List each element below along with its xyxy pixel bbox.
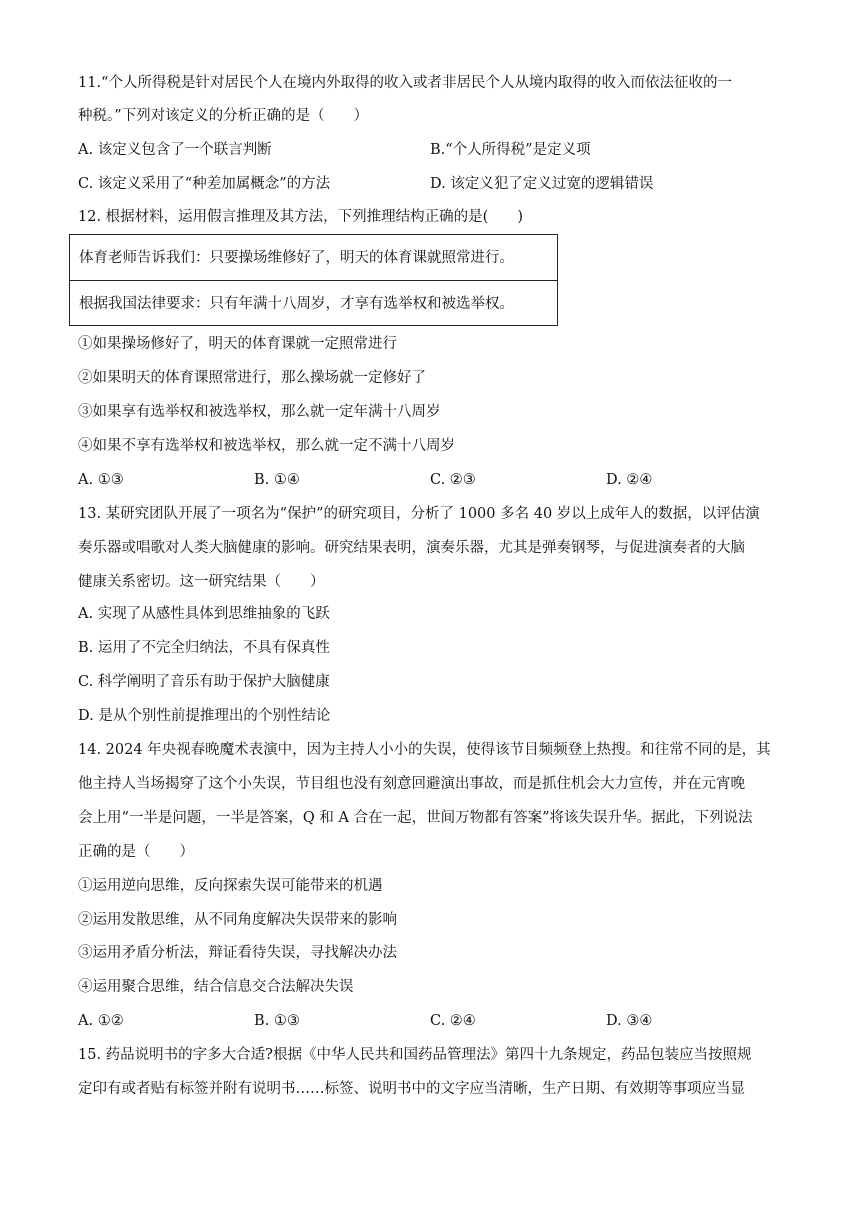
q11-option-c: C. 该定义采用了“种差加属概念”的方法 [78, 176, 331, 192]
q12-stem: 12. 根据材料，运用假言推理及其方法，下列推理结构正确的是( ) [78, 209, 523, 225]
q12-material-divider [70, 280, 557, 281]
q12-item-1: ①如果操场修好了，明天的体育课就一定照常进行 [78, 336, 397, 352]
q15-stem-line2: 定印有或者贴有标签并附有说明书……标签、说明书中的文字应当清晰，生产日期、有效期等事项应当显 [78, 1081, 745, 1097]
q12-item-4: ④如果不享有选举权和被选举权，那么就一定不满十八周岁 [78, 438, 455, 454]
q14-item-4: ④运用聚合思维，结合信息交合法解决失误 [78, 979, 354, 995]
q14-option-c: C. ②④ [430, 1013, 476, 1029]
q14-stem-line2: 他主持人当场揭穿了这个小失误，节目组也没有刻意回避演出事故，而是抓住机会大力宣传，并在元宵晚 [78, 776, 745, 792]
q14-stem-line3: 会上用“一半是问题，一半是答案，Q 和 A 合在一起，世间万物都有答案”将该失误升华。据此，下列说法 [78, 810, 753, 826]
q12-item-3: ③如果享有选举权和被选举权，那么就一定年满十八周岁 [78, 404, 441, 420]
q11-option-d: D. 该定义犯了定义过宽的逻辑错误 [430, 176, 654, 192]
q12-option-a: A. ①③ [78, 472, 124, 488]
q11-option-b: B.“个人所得税”是定义项 [430, 142, 591, 158]
q12-option-c: C. ②③ [430, 472, 476, 488]
q11-stem-line1: 11.“个人所得税是针对居民个人在境内外取得的收入或者非居民个人从境内取得的收入而依法征收的一 [78, 75, 732, 91]
q14-option-a: A. ①② [78, 1013, 124, 1029]
q13-stem-line2: 奏乐器或唱歌对人类大脑健康的影响。研究结果表明，演奏乐器，尤其是弹奏钢琴，与促进演奏者的大脑 [78, 540, 745, 556]
q12-option-b: B. ①④ [254, 472, 300, 488]
q13-option-a: A. 实现了从感性具体到思维抽象的飞跃 [78, 606, 330, 622]
q14-item-3: ③运用矛盾分析法，辩证看待失误，寻找解决办法 [78, 945, 397, 961]
q15-stem-line1: 15. 药品说明书的字多大合适?根据《中华人民共和国药品管理法》第四十九条规定，药品包装应当按照规 [78, 1047, 752, 1063]
q12-material-row2: 根据我国法律要求：只有年满十八周岁，才享有选举权和被选举权。 [79, 296, 514, 312]
q14-item-1: ①运用逆向思维，反向探索失误可能带来的机遇 [78, 878, 383, 894]
q11-option-a: A. 该定义包含了一个联言判断 [78, 142, 272, 158]
q11-stem-line2: 种税。”下列对该定义的分析正确的是（ ） [78, 108, 369, 124]
q13-option-c: C. 科学阐明了音乐有助于保护大脑健康 [78, 674, 330, 690]
q14-stem-line4: 正确的是（ ） [78, 844, 194, 860]
q13-stem-line1: 13. 某研究团队开展了一项名为“保护”的研究项目，分析了 1000 多名 40 岁以上成年人的数据，以评估演 [78, 506, 760, 522]
q13-option-b: B. 运用了不完全归纳法，不具有保真性 [78, 640, 330, 656]
q14-item-2: ②运用发散思维，从不同角度解决失误带来的影响 [78, 912, 397, 928]
q12-material-row1: 体育老师告诉我们：只要操场维修好了，明天的体育课就照常进行。 [79, 250, 514, 266]
q12-item-2: ②如果明天的体育课照常进行，那么操场就一定修好了 [78, 370, 426, 386]
q13-stem-line3: 健康关系密切。这一研究结果（ ） [78, 574, 325, 590]
q14-option-d: D. ③④ [606, 1013, 653, 1029]
q12-material-box [69, 234, 558, 326]
q12-option-d: D. ②④ [606, 472, 653, 488]
q14-option-b: B. ①③ [254, 1013, 300, 1029]
q14-stem-line1: 14. 2024 年央视春晚魔术表演中，因为主持人小小的失误，使得该节目频频登上热搜。和往常不同的是，其 [78, 742, 771, 758]
q13-option-d: D. 是从个别性前提推理出的个别性结论 [78, 708, 331, 724]
